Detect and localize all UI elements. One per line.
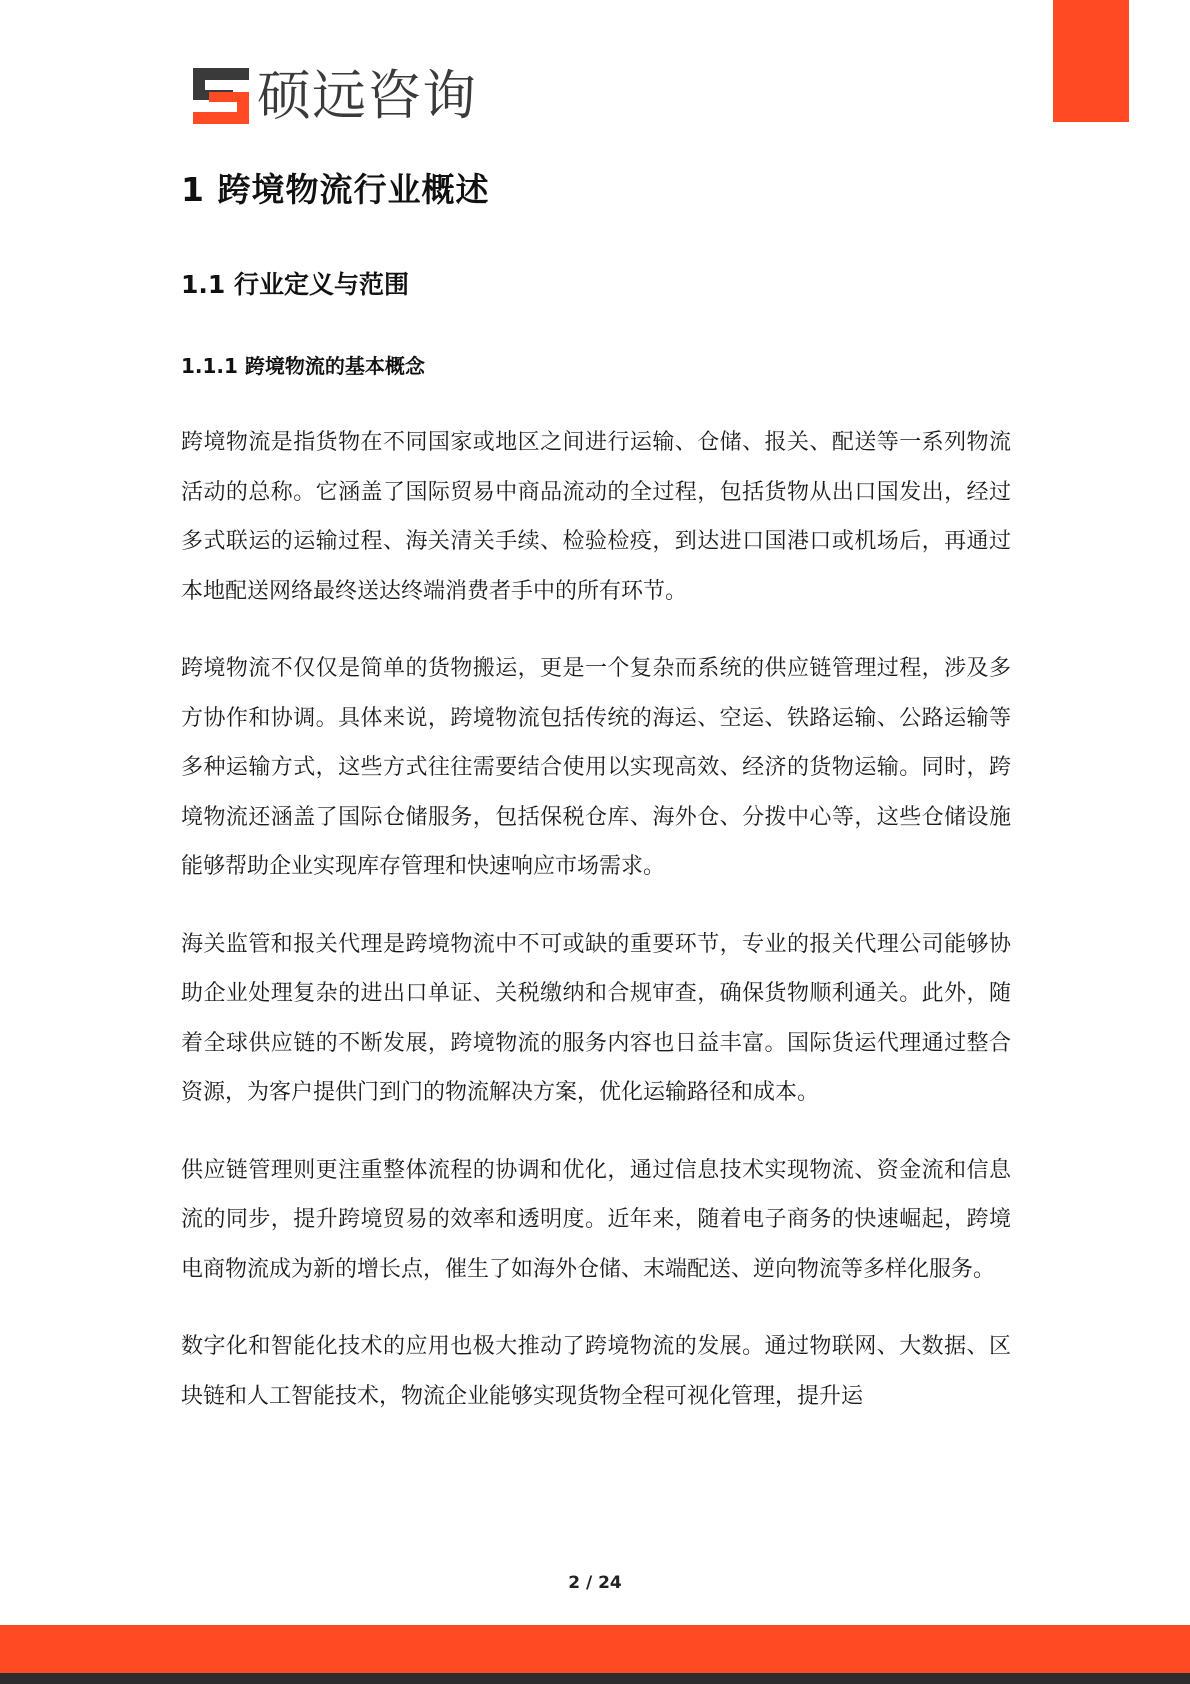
page-number: 2 / 24 (568, 1573, 622, 1593)
section-heading: 1.1 行业定义与范围 (181, 270, 409, 299)
s-block-logo-icon (193, 68, 249, 124)
corner-accent-tab (1053, 0, 1129, 122)
paragraph: 数字化和智能化技术的应用也极大推动了跨境物流的发展。通过物联网、大数据、区块链和人工智能技术，物流企业能够实现货物全程可视化管理，提升运 (181, 1334, 1011, 1409)
paragraph: 供应链管理则更注重整体流程的协调和优化，通过信息技术实现物流、资金流和信息流的同步，提升跨境贸易的效率和透明度。近年来，随着电子商务的快速崛起，跨境电商物流成为新的增长点，催生了如海外仓储、末端配送、逆向物流等多样化服务。 (181, 1157, 1011, 1282)
chapter-heading: 1 跨境物流行业概述 (181, 170, 490, 209)
brand-logo (193, 66, 477, 126)
paragraph: 跨境物流不仅仅是简单的货物搬运，更是一个复杂而系统的供应链管理过程，涉及多方协作和协调。具体来说，跨境物流包括传统的海运、空运、铁路运输、公路运输等多种运输方式，这些方式往往需要结合使用以实现高效、经济的货物运输。同时，跨境物流还涵盖了国际仓储服务，包括保税仓库、海外仓、分拨中心等，这些仓储设施能够帮助企业实现库存管理和快速响应市场需求。 (181, 656, 1011, 879)
body-text (181, 418, 1011, 1449)
paragraph: 跨境物流是指货物在不同国家或地区之间进行运输、仓储、报关、配送等一系列物流活动的总称。它涵盖了国际贸易中商品流动的全过程，包括货物从出口国发出，经过多式联运的运输过程、海关清关手续、检验检疫，到达进口国港口或机场后，再通过本地配送网络最终送达终端消费者手中的所有环节。 (181, 430, 1011, 604)
paragraph: 海关监管和报关代理是跨境物流中不可或缺的重要环节，专业的报关代理公司能够协助企业处理复杂的进出口单证、关税缴纳和合规审查，确保货物顺利通关。此外，随着全球供应链的不断发展，跨境物流的服务内容也日益丰富。国际货运代理通过整合资源，为客户提供门到门的物流解决方案，优化运输路径和成本。 (181, 931, 1011, 1105)
footer-accent-bar (0, 1625, 1190, 1673)
footer-dark-strip (0, 1673, 1190, 1684)
brand-name: 硕远咨询 (257, 64, 477, 127)
subsection-heading: 1.1.1 跨境物流的基本概念 (181, 354, 425, 378)
